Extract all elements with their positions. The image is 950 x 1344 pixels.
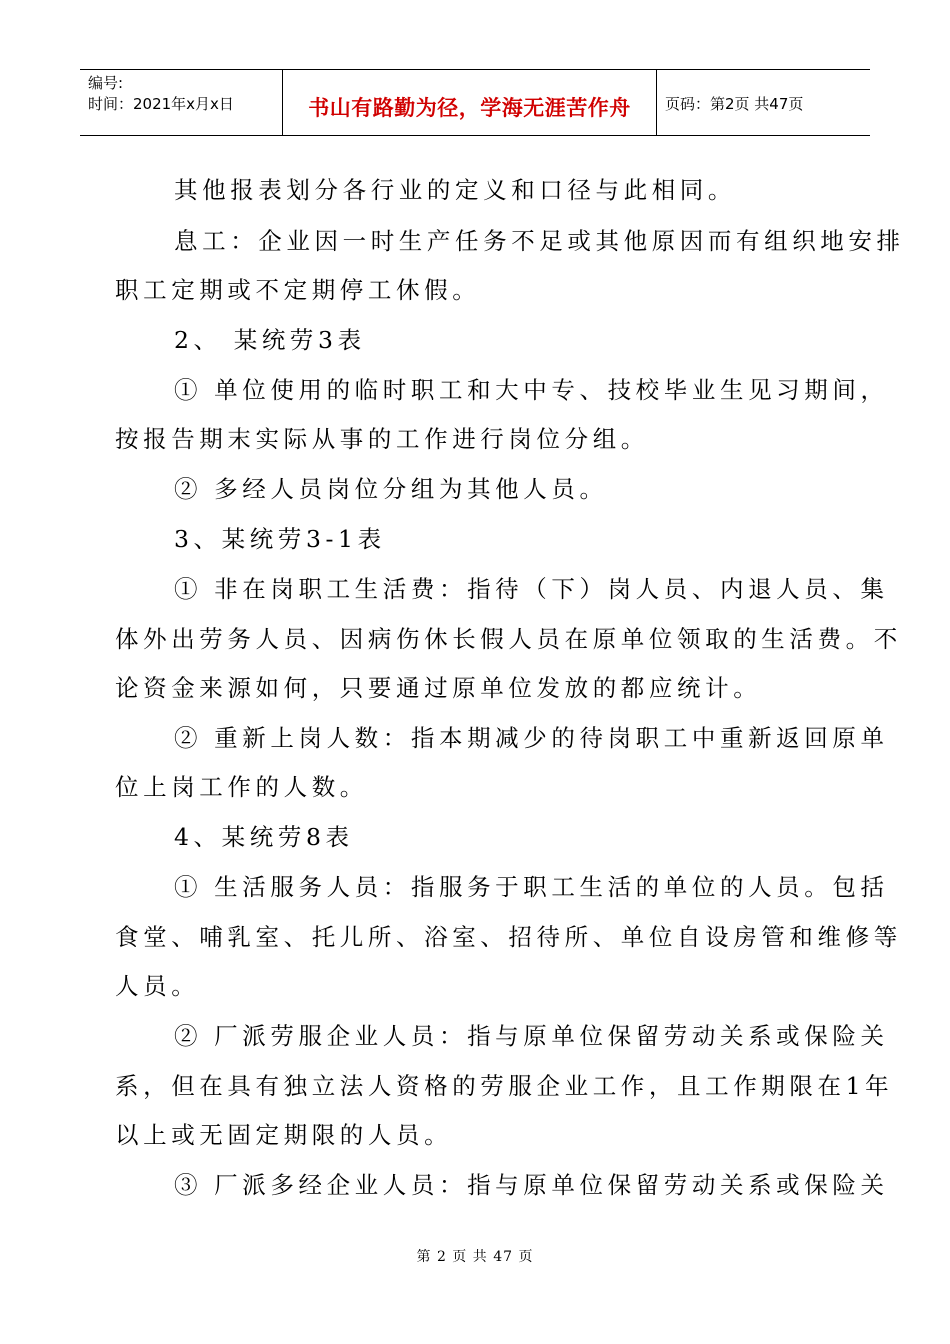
document-date: 时间：2021年x月x日 — [88, 95, 234, 113]
header-page-info: 页码：第2页 共47页 — [665, 95, 804, 113]
paragraph-line: 体外出劳务人员、因病伤休长假人员在原单位领取的生活费。不 — [115, 625, 902, 653]
header-page-cell — [657, 70, 870, 135]
section-heading: 3、某统劳3-1表 — [174, 525, 386, 553]
paragraph-line: 食堂、哺乳室、托儿所、浴室、招待所、单位自设房管和维修等 — [115, 923, 902, 951]
paragraph-line: 按报告期末实际从事的工作进行岗位分组。 — [115, 425, 649, 453]
paragraph-line: ① 非在岗职工生活费：指待（下）岗人员、内退人员、集 — [174, 575, 889, 603]
paragraph-line: 其他报表划分各行业的定义和口径与此相同。 — [174, 176, 736, 204]
page-footer: 第 2 页 共 47 页 — [416, 1249, 534, 1265]
paragraph-line: 职工定期或不定期停工休假。 — [115, 276, 481, 304]
paragraph-line: ② 多经人员岗位分组为其他人员。 — [174, 475, 608, 503]
paragraph-line: 系，但在具有独立法人资格的劳服企业工作，且工作期限在1年 — [115, 1072, 894, 1100]
header-motto: 书山有路勤为径，学海无涯苦作舟 — [308, 96, 631, 120]
paragraph-line: ① 生活服务人员：指服务于职工生活的单位的人员。包括 — [174, 873, 889, 901]
paragraph-line: 息工：企业因一时生产任务不足或其他原因而有组织地安排 — [174, 227, 905, 255]
page-header — [80, 69, 870, 136]
paragraph-line: ② 重新上岗人数：指本期减少的待岗职工中重新返回原单 — [174, 724, 889, 752]
header-motto-cell — [283, 70, 657, 135]
paragraph-line: 以上或无固定期限的人员。 — [115, 1121, 453, 1149]
paragraph-line: 论资金来源如何，只要通过原单位发放的都应统计。 — [115, 674, 762, 702]
paragraph-line: ② 厂派劳服企业人员：指与原单位保留劳动关系或保险关 — [174, 1022, 889, 1050]
header-meta-cell — [80, 70, 283, 135]
paragraph-line: 位上岗工作的人数。 — [115, 773, 368, 801]
section-heading: 2、 某统劳3表 — [174, 326, 366, 354]
paragraph-line: 人员。 — [115, 972, 200, 1000]
section-heading: 4、某统劳8表 — [174, 823, 354, 851]
paragraph-line: ③ 厂派多经企业人员：指与原单位保留劳动关系或保险关 — [174, 1171, 889, 1199]
paragraph-line: ① 单位使用的临时职工和大中专、技校毕业生见习期间， — [174, 376, 889, 404]
document-number-label: 编号: — [88, 74, 124, 92]
